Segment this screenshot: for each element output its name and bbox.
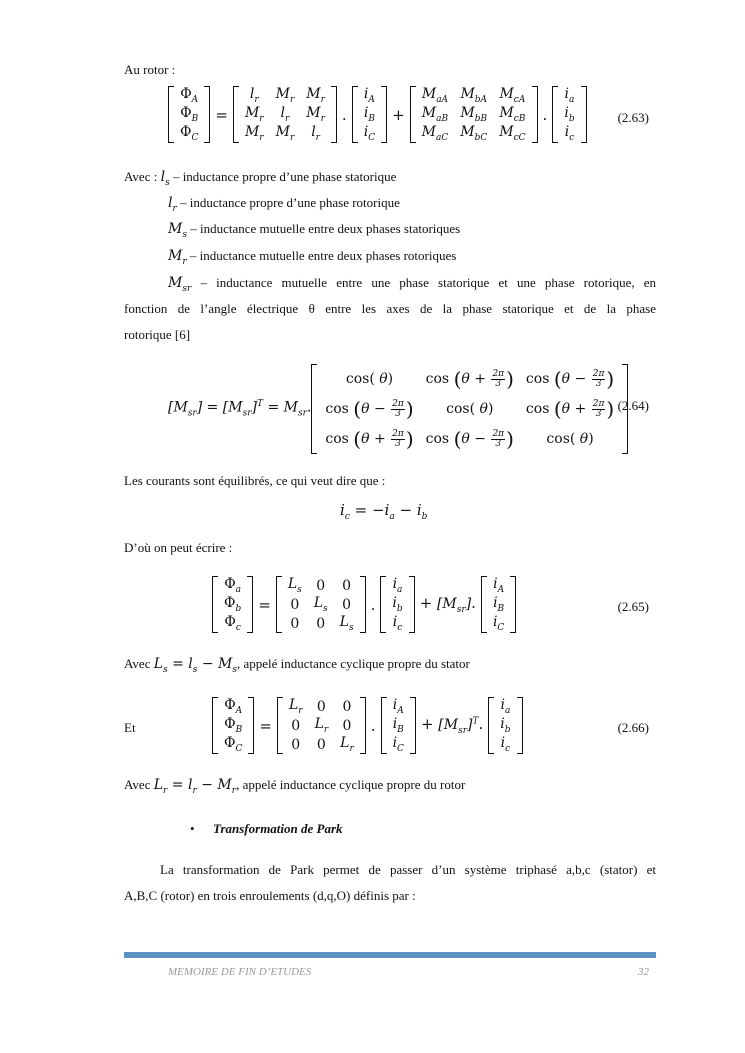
lr-definition: Avec $L_r = l_r - M_r$, appelé inductance cyclique propre du rotor — [124, 777, 466, 796]
equation-2-64: $[M_{sr}] = [M_{sr}]^T = M_{sr}$. cos( θ) cos (θ + $\frac{2\pi}{3}$ ) cos (θ − $\frac{2\pi}{3}$ ) cos (θ − $\frac{2\pi}{3}$ ) cos( θ) cos (θ + $\frac{2\pi}{3}$ ) cos (θ + $\frac{2\pi}{3}$ ) cos (θ − $\frac{2\pi}{3}$ ) cos( θ) — [168, 364, 628, 454]
equation-number-2-66: (2.66) — [617, 720, 649, 735]
footer-divider — [124, 952, 656, 958]
equation-number-2-63: (2.63) — [617, 110, 649, 125]
definition-ls: Avec : $l_s$ – inductance propre d’une phase statorique — [124, 169, 397, 188]
et-label: Et — [124, 720, 136, 735]
park-paragraph-line1: La transformation de Park permet de passer d’un système triphasé a,b,c (stator) et — [160, 862, 656, 877]
definition-msr-cont: fonction de l’angle électrique θ entre les axes de la phase statorique et de la phase — [124, 301, 656, 316]
page-number: 32 — [638, 966, 649, 978]
equation-2-65: $\Phi_a$ $\Phi_b$ $\Phi_c$ = $L_s$ 0 0 0 $L_s$ 0 0 0 $L_s$ . $i_a$ $i_b$ $i_c$ + $[M_{sr}]$. $i_A$ $i_B$ $i_C$ — [212, 576, 516, 633]
equation-number-2-64: (2.64) — [617, 398, 649, 413]
equation-2-66: $\Phi_A$ $\Phi_B$ $\Phi_C$ = $L_r$ 0 0 0 $L_r$ 0 0 0 $L_r$ . $i_A$ $i_B$ $i_C$ + $[M_{sr}]^T$. $i_a$ $i_b$ $i_c$ — [212, 697, 523, 754]
definition-lr: $l_r$ – inductance propre d’une phase rotorique — [168, 195, 400, 214]
balanced-currents-text: Les courants sont équilibrés, ce qui veut dire que : — [124, 473, 386, 488]
intro-au-rotor: Au rotor : — [124, 62, 176, 77]
equation-2-63: $\Phi_A$ $\Phi_B$ $\Phi_C$ = $l_r$ $M_r$ $M_r$ $M_r$ $l_r$ $M_r$ $M_r$ $M_r$ $l_r$ . $i_A$ $i_B$ $i_C$ + $M_{aA}$ $M_{bA}$ $M_{cA}$ $M_{aB}$ $M_{bB}$ $M_{cB}$ $M_{aC}$ $M_{bC}$ $M_{cC}$ . $i_a$ $i_b$ $i_c$ — [168, 86, 587, 143]
equation-number-2-65: (2.65) — [617, 599, 649, 614]
bullet-icon: • — [190, 821, 195, 836]
definition-msr-end: rotorique [6] — [124, 327, 191, 342]
section-heading-park: Transformation de Park — [213, 821, 343, 836]
footer-title: MEMOIRE DE FIN D’ETUDES — [168, 966, 312, 978]
dou-text: D’où on peut écrire : — [124, 540, 233, 555]
current-relation: $i_c = -i_a - i_b$ — [340, 501, 428, 522]
park-paragraph-line2: A,B,C (rotor) en trois enroulements (d,q,O) définis par : — [124, 888, 416, 903]
ls-definition: Avec $L_s = l_s - M_s$, appelé inductance cyclique propre du stator — [124, 656, 470, 675]
definition-msr: $M_{sr}$ – inductance mutuelle entre une phase statorique et une phase rotorique, en — [168, 275, 657, 294]
definition-ms: $M_s$ – inductance mutuelle entre deux phases statoriques — [168, 221, 461, 240]
definition-mr: $M_r$ – inductance mutuelle entre deux phases rotoriques — [168, 248, 457, 267]
